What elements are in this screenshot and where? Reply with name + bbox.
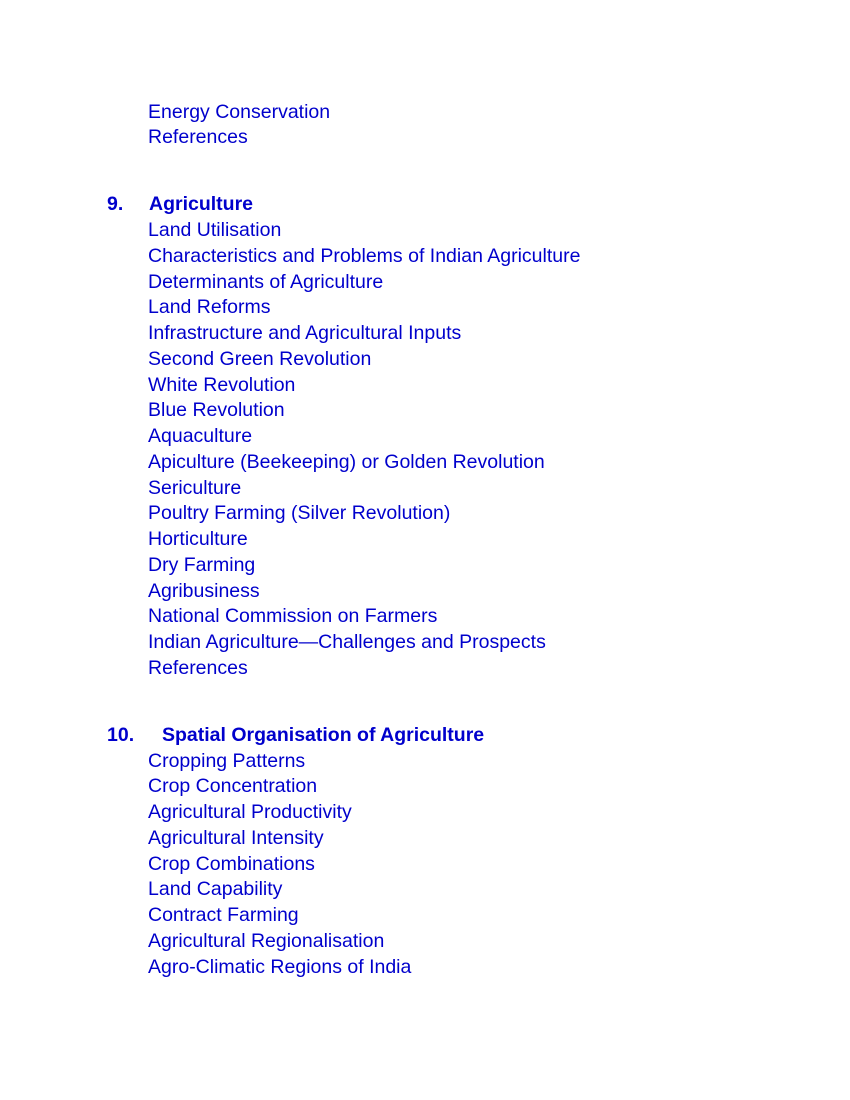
chapter-number: 10.: [107, 724, 135, 746]
toc-entry[interactable]: Land Reforms: [148, 296, 271, 318]
toc-entry[interactable]: Indian Agriculture—Challenges and Prospects: [148, 631, 546, 653]
toc-entry[interactable]: Infrastructure and Agricultural Inputs: [148, 322, 462, 344]
toc-entry[interactable]: References: [148, 126, 248, 148]
toc-entry[interactable]: Sericulture: [148, 477, 242, 499]
toc-entry[interactable]: Cropping Patterns: [148, 750, 306, 772]
chapter-number: 9.: [107, 193, 124, 215]
toc-entry[interactable]: Characteristics and Problems of Indian Agriculture: [148, 245, 581, 267]
toc-entry[interactable]: Poultry Farming (Silver Revolution): [148, 502, 451, 524]
toc-entry[interactable]: Determinants of Agriculture: [148, 271, 384, 293]
toc-entry[interactable]: Energy Conservation: [148, 101, 331, 123]
toc-entry[interactable]: Crop Concentration: [148, 775, 318, 797]
toc-entry[interactable]: Aquaculture: [148, 425, 253, 447]
chapter-heading-9[interactable]: [107, 192, 253, 216]
toc-entry[interactable]: Blue Revolution: [148, 399, 285, 421]
chapter-title: Agriculture: [149, 193, 254, 215]
toc-entry[interactable]: Agricultural Productivity: [148, 801, 352, 823]
toc-entry[interactable]: Dry Farming: [148, 554, 256, 576]
toc-entry[interactable]: Land Capability: [148, 878, 283, 900]
toc-entry[interactable]: Agricultural Intensity: [148, 827, 324, 849]
toc-entry[interactable]: References: [148, 657, 248, 679]
toc-entry[interactable]: White Revolution: [148, 374, 296, 396]
toc-entry[interactable]: Agribusiness: [148, 580, 260, 602]
toc-entry[interactable]: Contract Farming: [148, 904, 299, 926]
toc-entry[interactable]: Apiculture (Beekeeping) or Golden Revolution: [148, 451, 545, 473]
chapter-title: Spatial Organisation of Agriculture: [162, 724, 485, 746]
toc-entry[interactable]: Agro-Climatic Regions of India: [148, 956, 412, 978]
toc-entry[interactable]: Land Utilisation: [148, 219, 282, 241]
toc-entry[interactable]: National Commission on Farmers: [148, 605, 438, 627]
toc-entry[interactable]: Horticulture: [148, 528, 248, 550]
toc-entry[interactable]: Agricultural Regionalisation: [148, 930, 385, 952]
toc-entry[interactable]: Crop Combinations: [148, 853, 315, 875]
toc-entry[interactable]: Second Green Revolution: [148, 348, 372, 370]
chapter-heading-10[interactable]: [107, 723, 484, 747]
